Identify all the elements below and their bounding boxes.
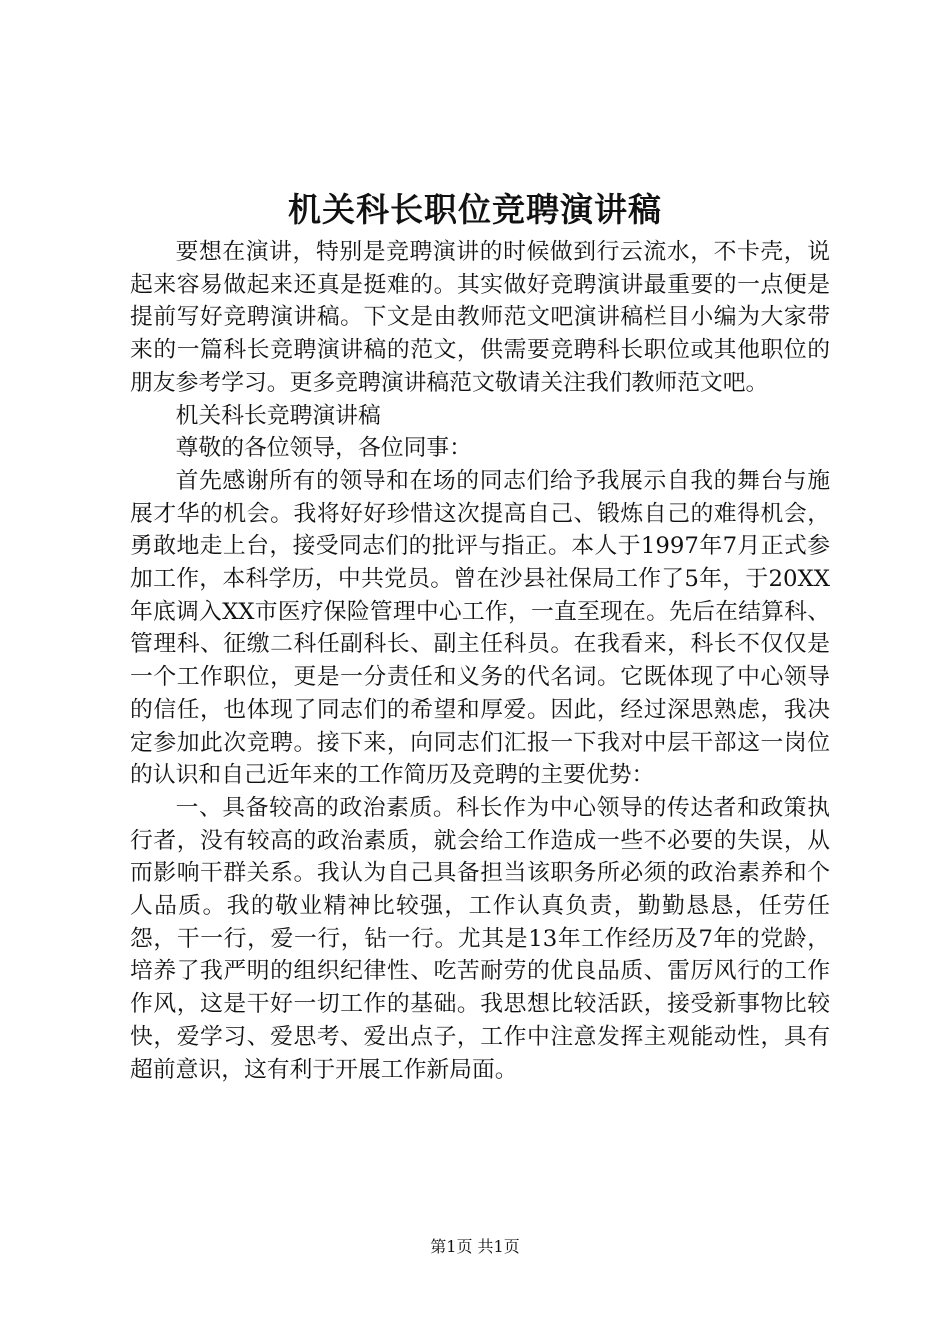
- body-paragraph: 首先感谢所有的领导和在场的同志们给予我展示自我的舞台与施展才华的机会。我将好好珍惜这次提高自己、锻炼自己的难得机会，勇敢地走上台，接受同志们的批评与指正。本人于1997年7月正式参加工作，本科学历，中共党员。曾在沙县社保局工作了5年，于20XX年底调入XX市医疗保险管理中心工作，一直至现在。先后在结算科、管理科、征缴二科任副科长、副主任科员。在我看来，科长不仅仅是一个工作职位，更是一分责任和义务的代名词。它既体现了中心领导的信任，也体现了同志们的希望和厚爱。因此，经过深思熟虑，我决定参加此次竞聘。接下来，向同志们汇报一下我对中层干部这一岗位的认识和自己近年来的工作简历及竞聘的主要优势：: [130, 467, 830, 789]
- page-title: 机关科长职位竞聘演讲稿: [288, 190, 662, 229]
- speech-title-line: 机关科长竞聘演讲稿: [175, 402, 381, 429]
- body-paragraph: 一、具备较高的政治素质。科长作为中心领导的传达者和政策执行者，没有较高的政治素质，就会给工作造成一些不必要的失误，从而影响干群关系。我认为自己具备担当该职务所必须的政治素养和个人品质。我的敬业精神比较强，工作认真负责，勤勤恳恳，任劳任怨，干一行，爱一行，钻一行。尤其是13年工作经历及7年的党龄，培养了我严明的组织纪律性、吃苦耐劳的优良品质、雷厉风行的工作作风，这是干好一切工作的基础。我思想比较活跃，接受新事物比较快，爱学习、爱思考、爱出点子，工作中注意发挥主观能动性，具有超前意识，这有利于开展工作新局面。: [130, 794, 830, 1083]
- intro-paragraph: 要想在演讲，特别是竞聘演讲的时候做到行云流水，不卡壳，说起来容易做起来还真是挺难的。其实做好竞聘演讲最重要的一点便是提前写好竞聘演讲稿。下文是由教师范文吧演讲稿栏目小编为大家带来的一篇科长竞聘演讲稿的范文，供需要竞聘科长职位或其他职位的朋友参考学习。更多竞聘演讲稿范文敬请关注我们教师范文吧。: [130, 239, 830, 396]
- salutation-line: 尊敬的各位领导，各位同事：: [175, 435, 472, 462]
- page-footer: 第1页 共1页: [430, 1237, 520, 1256]
- document-body: [130, 236, 830, 1086]
